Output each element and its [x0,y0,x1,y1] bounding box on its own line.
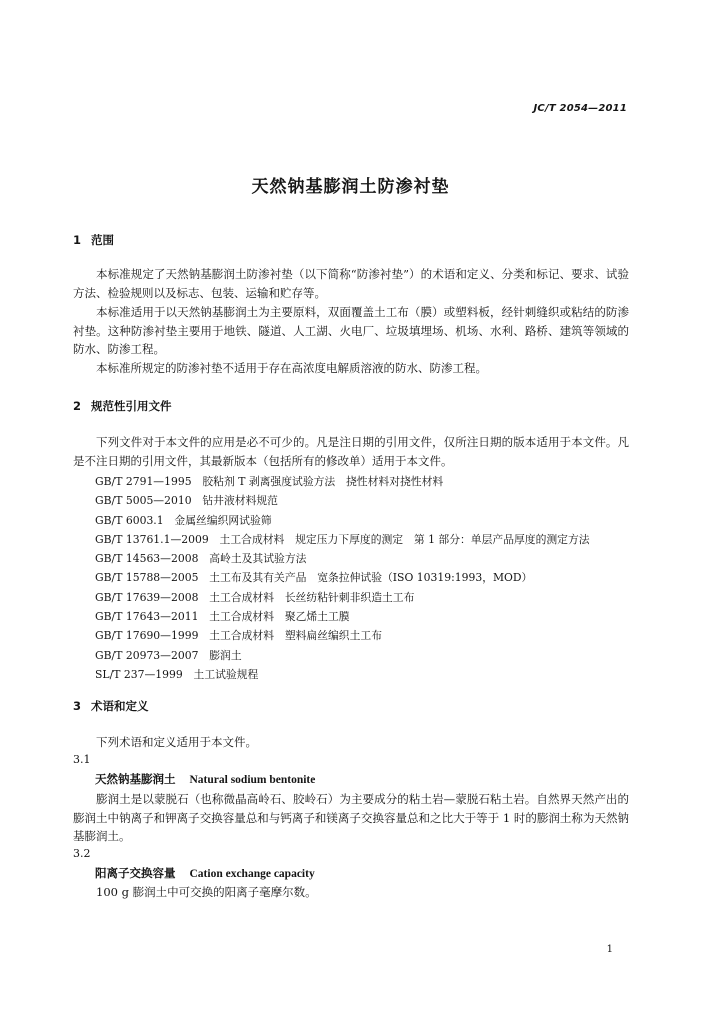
standard-code: JC/T 2054—2011 [533,103,627,114]
reference-item: GB/T 2791—1995 胶粘剂 T 剥离强度试验方法 挠性材料对挠性材料 [95,475,444,488]
document-title: 天然钠基膨润土防渗衬垫 [251,177,450,197]
section-heading-references [73,398,172,414]
reference-item: GB/T 17639—2008 土工合成材料 长丝纺粘针刺非织造土工布 [95,590,415,604]
reference-item: SL/T 237—1999 土工试验规程 [95,667,259,681]
term-english: Natural sodium bentonite [189,774,316,786]
section-number: 1 [73,233,82,247]
reference-item: GB/T 17643—2011 土工合成材料 聚乙烯土工膜 [95,610,350,624]
term-definition: 100 g 膨润土中可交换的阳离子毫摩尔数。 [96,885,317,899]
terms-intro: 下列术语和定义适用于本文件。 [96,735,257,749]
page-number: 1 [606,944,613,955]
reference-item: GB/T 14563—2008 高岭土及其试验方法 [95,552,307,566]
reference-item: GB/T 13761.1—2009 土工合成材料 规定压力下厚度的测定 第 1 部分：单层产品厚度的测定方法 [95,532,590,546]
scope-paragraph-3: 本标准所规定的防渗衬垫不适用于存在高浓度电解质溶液的防水、防渗工程。 [96,361,487,375]
term-chinese: 天然钠基膨润土 [95,772,176,786]
section-heading-terms [73,698,149,714]
reference-item: GB/T 20973—2007 膨润土 [95,648,242,662]
reference-item: GB/T 5005—2010 钻井液材料规范 [95,494,278,508]
section-title: 规范性引用文件 [91,399,172,413]
reference-item: GB/T 17690—1999 土工合成材料 塑料扁丝编织土工布 [95,629,382,643]
scope-paragraph-2: 本标准适用于以天然钠基膨润土为主要原料，双面覆盖土工布（膜）或塑料板，经针刺缝织或粘结的防渗衬垫。这种防渗衬垫主要用于地铁、隧道、人工湖、火电厂、垃圾填埋场、机场、水利、路桥、建筑等领域的防水、防渗工程。 [73,305,629,357]
term-chinese: 阳离子交换容量 [95,866,176,880]
section-number: 2 [73,399,82,413]
section-number: 3 [73,699,82,713]
term-title [95,865,315,881]
term-english: Cation exchange capacity [189,868,315,880]
term-definition: 膨润土是以蒙脱石（也称微晶高岭石、胶岭石）为主要成分的粘土岩—蒙脱石粘土岩。自然界天然产出的膨润土中钠离子和钾离子交换容量总和与钙离子和镁离子交换容量总和之比大于等于 1 时的膨润土称为天然钠基膨润土。 [73,792,629,844]
section-title: 术语和定义 [91,699,149,713]
section-heading-scope [73,232,114,248]
reference-item: GB/T 15788—2005 土工布及其有关产品 宽条拉伸试验（ISO 10319:1993，MOD） [95,571,533,585]
term-number: 3.2 [73,847,91,860]
scope-paragraph-1: 本标准规定了天然钠基膨润土防渗衬垫（以下简称“防渗衬垫”）的术语和定义、分类和标记、要求、试验方法、检验规则以及标志、包装、运输和贮存等。 [73,267,629,300]
reference-list [95,472,635,684]
term-number: 3.1 [73,753,91,766]
term-title [95,771,315,787]
reference-item: GB/T 6003.1 金属丝编织网试验筛 [95,513,272,527]
section-title: 范围 [91,233,114,247]
references-intro: 下列文件对于本文件的应用是必不可少的。凡是注日期的引用文件，仅所注日期的版本适用于本文件。凡是不注日期的引用文件，其最新版本（包括所有的修改单）适用于本文件。 [73,435,629,468]
